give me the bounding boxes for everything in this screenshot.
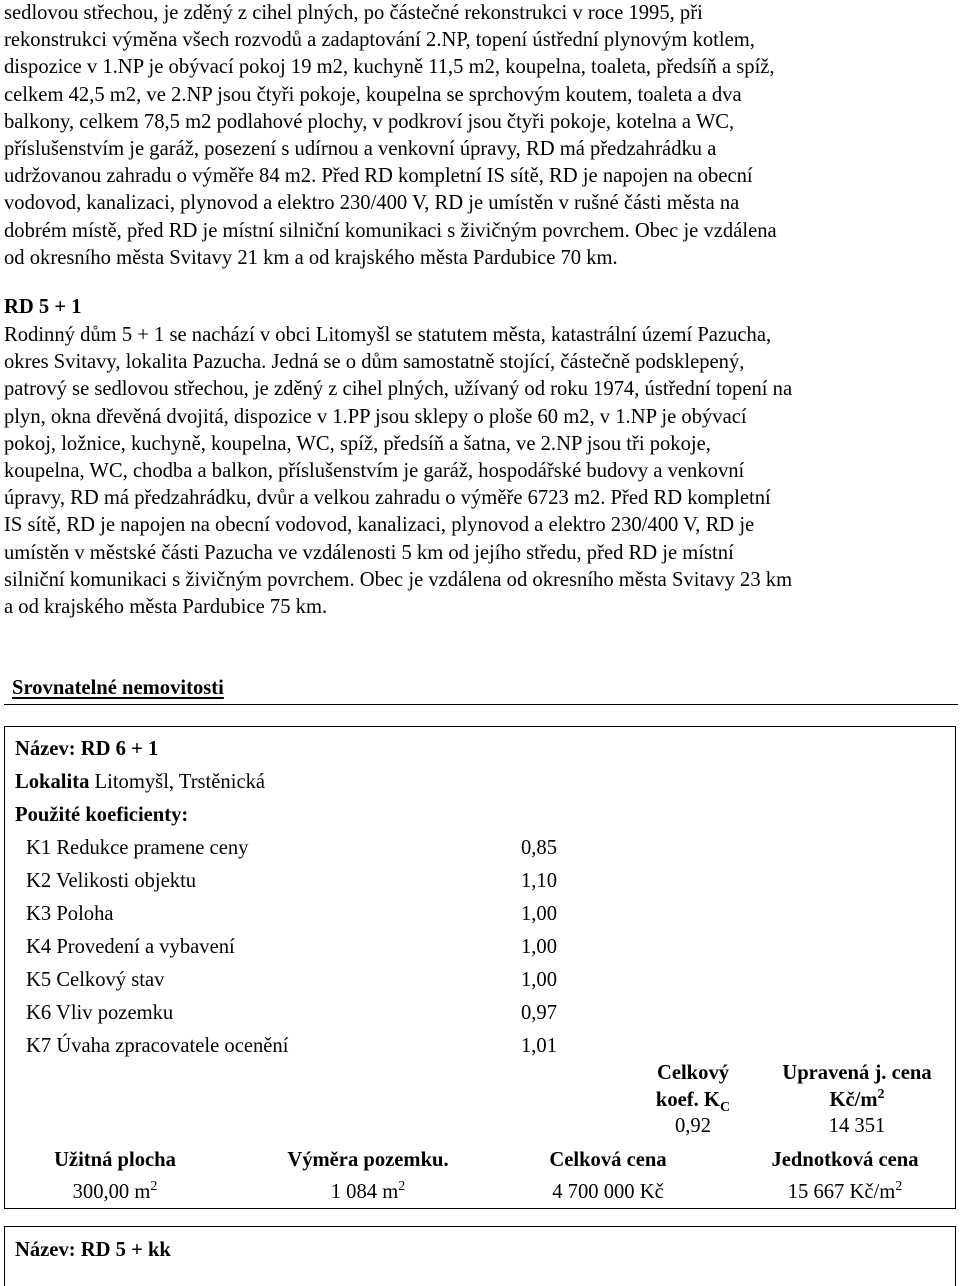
property-name: Název: RD 6 + 1 [15, 738, 159, 760]
divider [4, 704, 958, 705]
total-coef-label: Celkový koef. $K_C$ [655, 1062, 731, 1116]
intro-line: dispozice v 1.NP je obývací pokoj 19 m2, kuchyně 11,5 m2, koupelna, toaleta, předsíň a spíž, [4, 56, 775, 79]
adjusted-price-value: 14 351 [828, 1115, 886, 1137]
coef-value: 1,10 [520, 870, 557, 892]
col-header-unit-price: Jednotková cena [771, 1149, 919, 1171]
location-label: Lokalita [15, 771, 90, 793]
coef-label: K4 Provedení a vybavení [26, 936, 235, 958]
rd-heading: RD 5 + 1 [4, 296, 82, 318]
intro-line: udržovanou zahradu o výměře 84 m2. Před RD kompletní IS sítě, RD je napojen na obecní [4, 165, 753, 188]
col-header-area: Užitná plocha [54, 1149, 176, 1171]
coef-value: 0,97 [520, 1002, 557, 1024]
coef-label: K6 Vliv pozemku [26, 1002, 174, 1024]
rd-line: úpravy, RD má předzahrádku, dvůr a velkou zahradu o výměře 6723 m2. Před RD kompletní [4, 487, 771, 510]
intro-line: sedlovou střechou, je zděný z cihel plných, po částečné rekonstrukci v roce 1995, při [4, 2, 703, 24]
coef-value: 1,00 [520, 969, 557, 991]
rd-line: a od krajského města Pardubice 75 km. [4, 596, 328, 619]
rd-line: plyn, okna dřevěná dvojitá, dispozice v 1.PP jsou sklepy o ploše 60 m2, v 1.NP je obývací [4, 405, 747, 428]
location-value: Litomyšl, Trstěnická [89, 771, 266, 793]
rd-line: patrový se sedlovou střechou, je zděný z cihel plných, užívaný od roku 1974, ústřední topení na [4, 378, 793, 401]
property-card-2 [4, 1226, 956, 1286]
cell-land: 1 084 $m^2$ [330, 1179, 406, 1203]
property-card [4, 726, 956, 1209]
coef-label: K3 Poloha [26, 903, 114, 925]
rd-line: koupelna, WC, chodba a balkon, příslušenstvím je garáž, hospodářské budovy a venkovní [4, 460, 745, 483]
col-header-land: Výměra pozemku. [287, 1149, 449, 1171]
coef-label: K7 Úvaha zpracovatele ocenění [26, 1035, 289, 1057]
rd-line: Rodinný dům 5 + 1 se nachází v obci Litomyšl se statutem města, katastrální území Pazucha, [4, 324, 772, 346]
intro-line: od okresního města Svitavy 21 km a od krajského města Pardubice 70 km. [4, 246, 618, 269]
cell-area: 300,00 $m^2$ [72, 1179, 158, 1203]
col-header-total-price: Celková cena [549, 1149, 667, 1171]
intro-paragraph [4, 0, 954, 272]
intro-line: příslušenstvím je garáž, posezení s udírnou a venkovní úpravy, RD má předzahrádku a [4, 138, 717, 161]
coef-label: K5 Celkový stav [26, 969, 165, 991]
section-heading: Srovnatelné nemovitosti [12, 677, 224, 699]
property-name-2: Název: RD 5 + kk [15, 1239, 171, 1261]
intro-line: rekonstrukci výměna všech rozvodů a zadaptování 2.NP, topení ústřední plynovým kotlem, [4, 29, 755, 52]
intro-line: celkem 42,5 m2, ve 2.NP jsou čtyři pokoje, koupelna se sprchovým koutem, toaleta a dva [4, 83, 742, 106]
coef-label: K1 Redukce pramene ceny [26, 837, 249, 859]
rd-line: IS sítě, RD je napojen na obecní vodovod, kanalizaci, plynovod a elektro 230/400 V, RD je [4, 514, 755, 537]
coef-value: 0,85 [520, 837, 557, 859]
rd-line: silniční komunikaci s živičným povrchem. Obec je vzdálena od okresního města Svitavy 23 km [4, 568, 793, 591]
rd-line: okres Svitavy, lokalita Pazucha. Jedná se o dům samostatně stojící, částečně podsklepený, [4, 351, 745, 374]
intro-line: dobrém místě, před RD je místní silniční komunikaci s živičným povrchem. Obec je vzdálena [4, 219, 777, 242]
coef-label: K2 Velikosti objektu [26, 870, 197, 892]
cell-unit-price: 15 667 $Kč/m^2$ [787, 1179, 903, 1203]
coef-value: 1,00 [520, 903, 557, 925]
coef-value: 1,00 [520, 936, 557, 958]
coef-heading: Použité koeficienty: [15, 804, 189, 826]
rd-line: umístěn v městské části Pazucha ve vzdálenosti 5 km od jejího středu, před RD je místní [4, 541, 734, 564]
coef-value: 1,01 [520, 1035, 557, 1057]
intro-line: balkony, celkem 78,5 m2 podlahové plochy, v podkroví jsou čtyři pokoje, kotelna a WC, [4, 110, 735, 133]
rd-line: pokoj, ložnice, kuchyně, koupelna, WC, spíž, předsíň a šatna, ve 2.NP jsou tři pokoje, [4, 432, 711, 455]
cell-total-price: 4 700 000 Kč [552, 1181, 664, 1203]
rd-description [4, 322, 954, 621]
intro-line: vodovod, kanalizaci, plynovod a elektro 230/400 V, RD je umístěn v rušné části města na [4, 192, 740, 215]
property-location [15, 769, 265, 796]
total-coef-value: 0,92 [674, 1115, 712, 1137]
adjusted-price-label: Upravená j. cena $Kč/m^2$ [782, 1062, 932, 1111]
